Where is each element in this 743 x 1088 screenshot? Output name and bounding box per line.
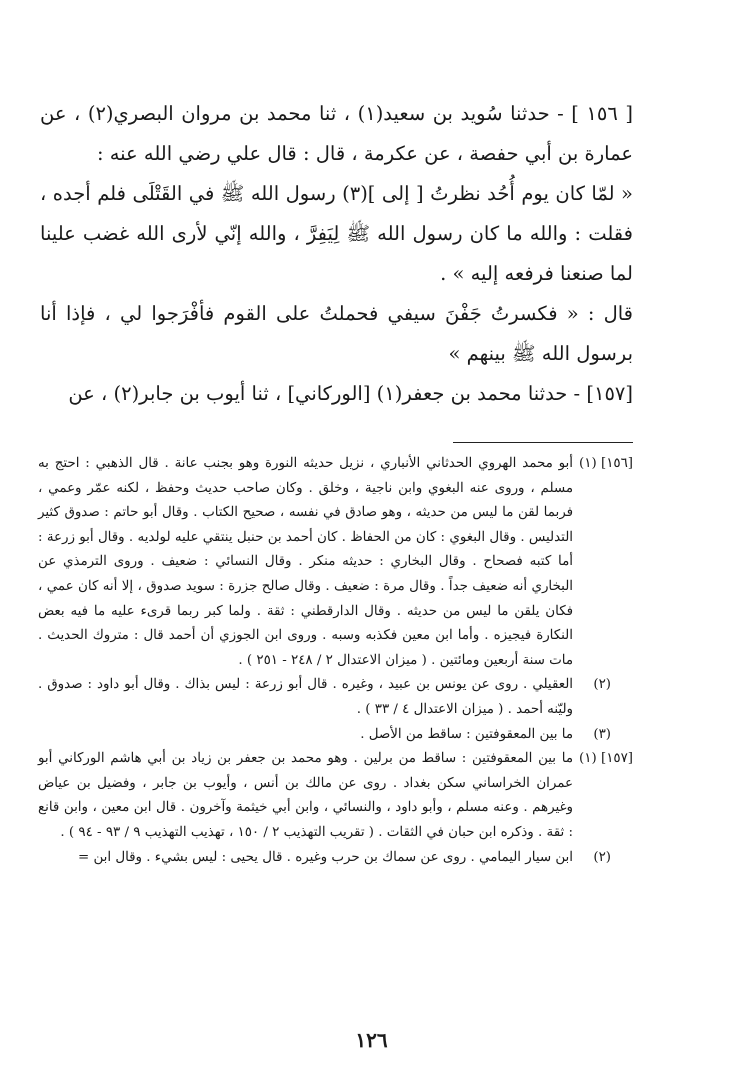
hadith-157-isnad: [١٥٧] - حدثنا محمد بن جعفر(١) [الوركاني] ، ثنا أيوب بن جابر(٢) ، عن bbox=[68, 382, 633, 405]
hadith-156-continuation: قال : « فكسرتُ جَفْنَ سيفي فحملتُ على القوم فأفْرَجوا لي ، فإذا أنا برسول الله ﷺ بينهم » bbox=[40, 302, 633, 365]
footnote-157-1 bbox=[38, 747, 633, 845]
footnote-marker: [١٥٦] (١) bbox=[579, 456, 633, 471]
footnote-text: العقيلي . روى عن يونس بن عبيد ، وغيره . قال أبو زرعة : ليس بذاك . وقال أبو داود : صدوق . وليّنه أحمد . ( ميزان الاعتدال ٤ / ٣٣ ) . bbox=[38, 677, 573, 717]
footnote-separator bbox=[453, 442, 633, 443]
footnote-marker: (٢) bbox=[593, 849, 611, 865]
footnote-text: ابن سيار اليمامي . روى عن سماك بن حرب وغيره . قال يحيى : ليس بشيء . وقال ابن = bbox=[77, 849, 573, 865]
footnote-marker: (٣) bbox=[593, 726, 611, 742]
footnote-text: أبو محمد الهروي الحدثاني الأنباري ، نزيل حديثه النورة وهو بجنب عانة . قال الذهبي : احتج به مسلم ، وروى عنه البغوي وابن ناجية ، وخلق . وكان صاحب حديث وحفظ ، لكنه عمّر وعمي ، فربما لقن ما ليس من حديثه ، وهو صادق في نفسه ، صحيح الكتاب . وقال أبو حاتم : صدوق كثير التدليس . وقال البغوي : كان من الحفاظ . كان أحمد بن حنبل ينتقي عليه لولديه . وقال أبو زرعة : أما كتبه فصحاح . وقال البخاري : حديثه منكر . وقال النسائي : ضعيف . وروى الترمذي عن البخاري أنه ضعيف جداً . وقال مرة : ضعيف . وقال صالح جزرة : سويد صدوق ، إلا أنه كان عمي ، فكان يلقن ما ليس من حديثه . وقال الدارقطني : ثقة . ولما كبر ربما قرىء عليه ما فيه بعض النكارة فيجيزه . وأما ابن معين فكذبه وسبه . وروى ابن الجوزي أن أحمد قال : متروك الحديث . مات سنة أربعين ومائتين . ( ميزان الاعتدال ٢ / ٢٤٨ - ٢٥١ ) . bbox=[38, 456, 573, 668]
footnote-marker: [١٥٧] (١) bbox=[579, 751, 633, 767]
main-text bbox=[40, 94, 633, 414]
footnotes bbox=[38, 452, 633, 870]
page-number: ١٢٦ bbox=[355, 1028, 388, 1052]
footnote-157-2 bbox=[38, 846, 633, 871]
footnote-156-3 bbox=[38, 723, 633, 748]
hadith-156-matn: « لمّا كان يوم أُحُد نظرتُ [ إلى ](٣) رسول الله ﷺ في القَتْلَى فلم أجده ، فقلت : والله ما كان رسول الله ﷺ لِيَفِرَّ ، والله إنّي لأرى الله غضب علينا لما صنعنا فرفعه إليه » . bbox=[40, 182, 633, 285]
footnote-text: ما بين المعقوفتين : ساقط من الأصل . bbox=[360, 726, 573, 742]
hadith-156-isnad: [ ١٥٦ ] - حدثنا سُويد بن سعيد(١) ، ثنا محمد بن مروان البصري(٢) ، عن عمارة بن أبي حفصة ، عن عكرمة ، قال : قال علي رضي الله عنه : bbox=[40, 102, 633, 165]
footnote-text: ما بين المعقوفتين : ساقط من برلين . وهو محمد بن جعفر بن زياد بن أبي هاشم الوركاني أبو عمران الخراساني سكن بغداد . روى عن مالك بن أنس ، وأيوب بن جابر ، وفضيل بن عياض وغيرهم . وعنه مسلم ، وأبو داود ، والنسائي ، وابن أبي خيثمة وآخرون . قال ابن معين ، وابن قانع : ثقة . وذكره ابن حبان في الثقات . ( تقريب التهذيب ٢ / ١٥٠ ، تهذيب التهذيب ٩ / ٩٣ - ٩٤ ) . bbox=[38, 751, 573, 840]
footnote-156-1 bbox=[38, 452, 633, 673]
footnote-marker: (٢) bbox=[593, 677, 611, 693]
footnote-156-2 bbox=[38, 673, 633, 722]
